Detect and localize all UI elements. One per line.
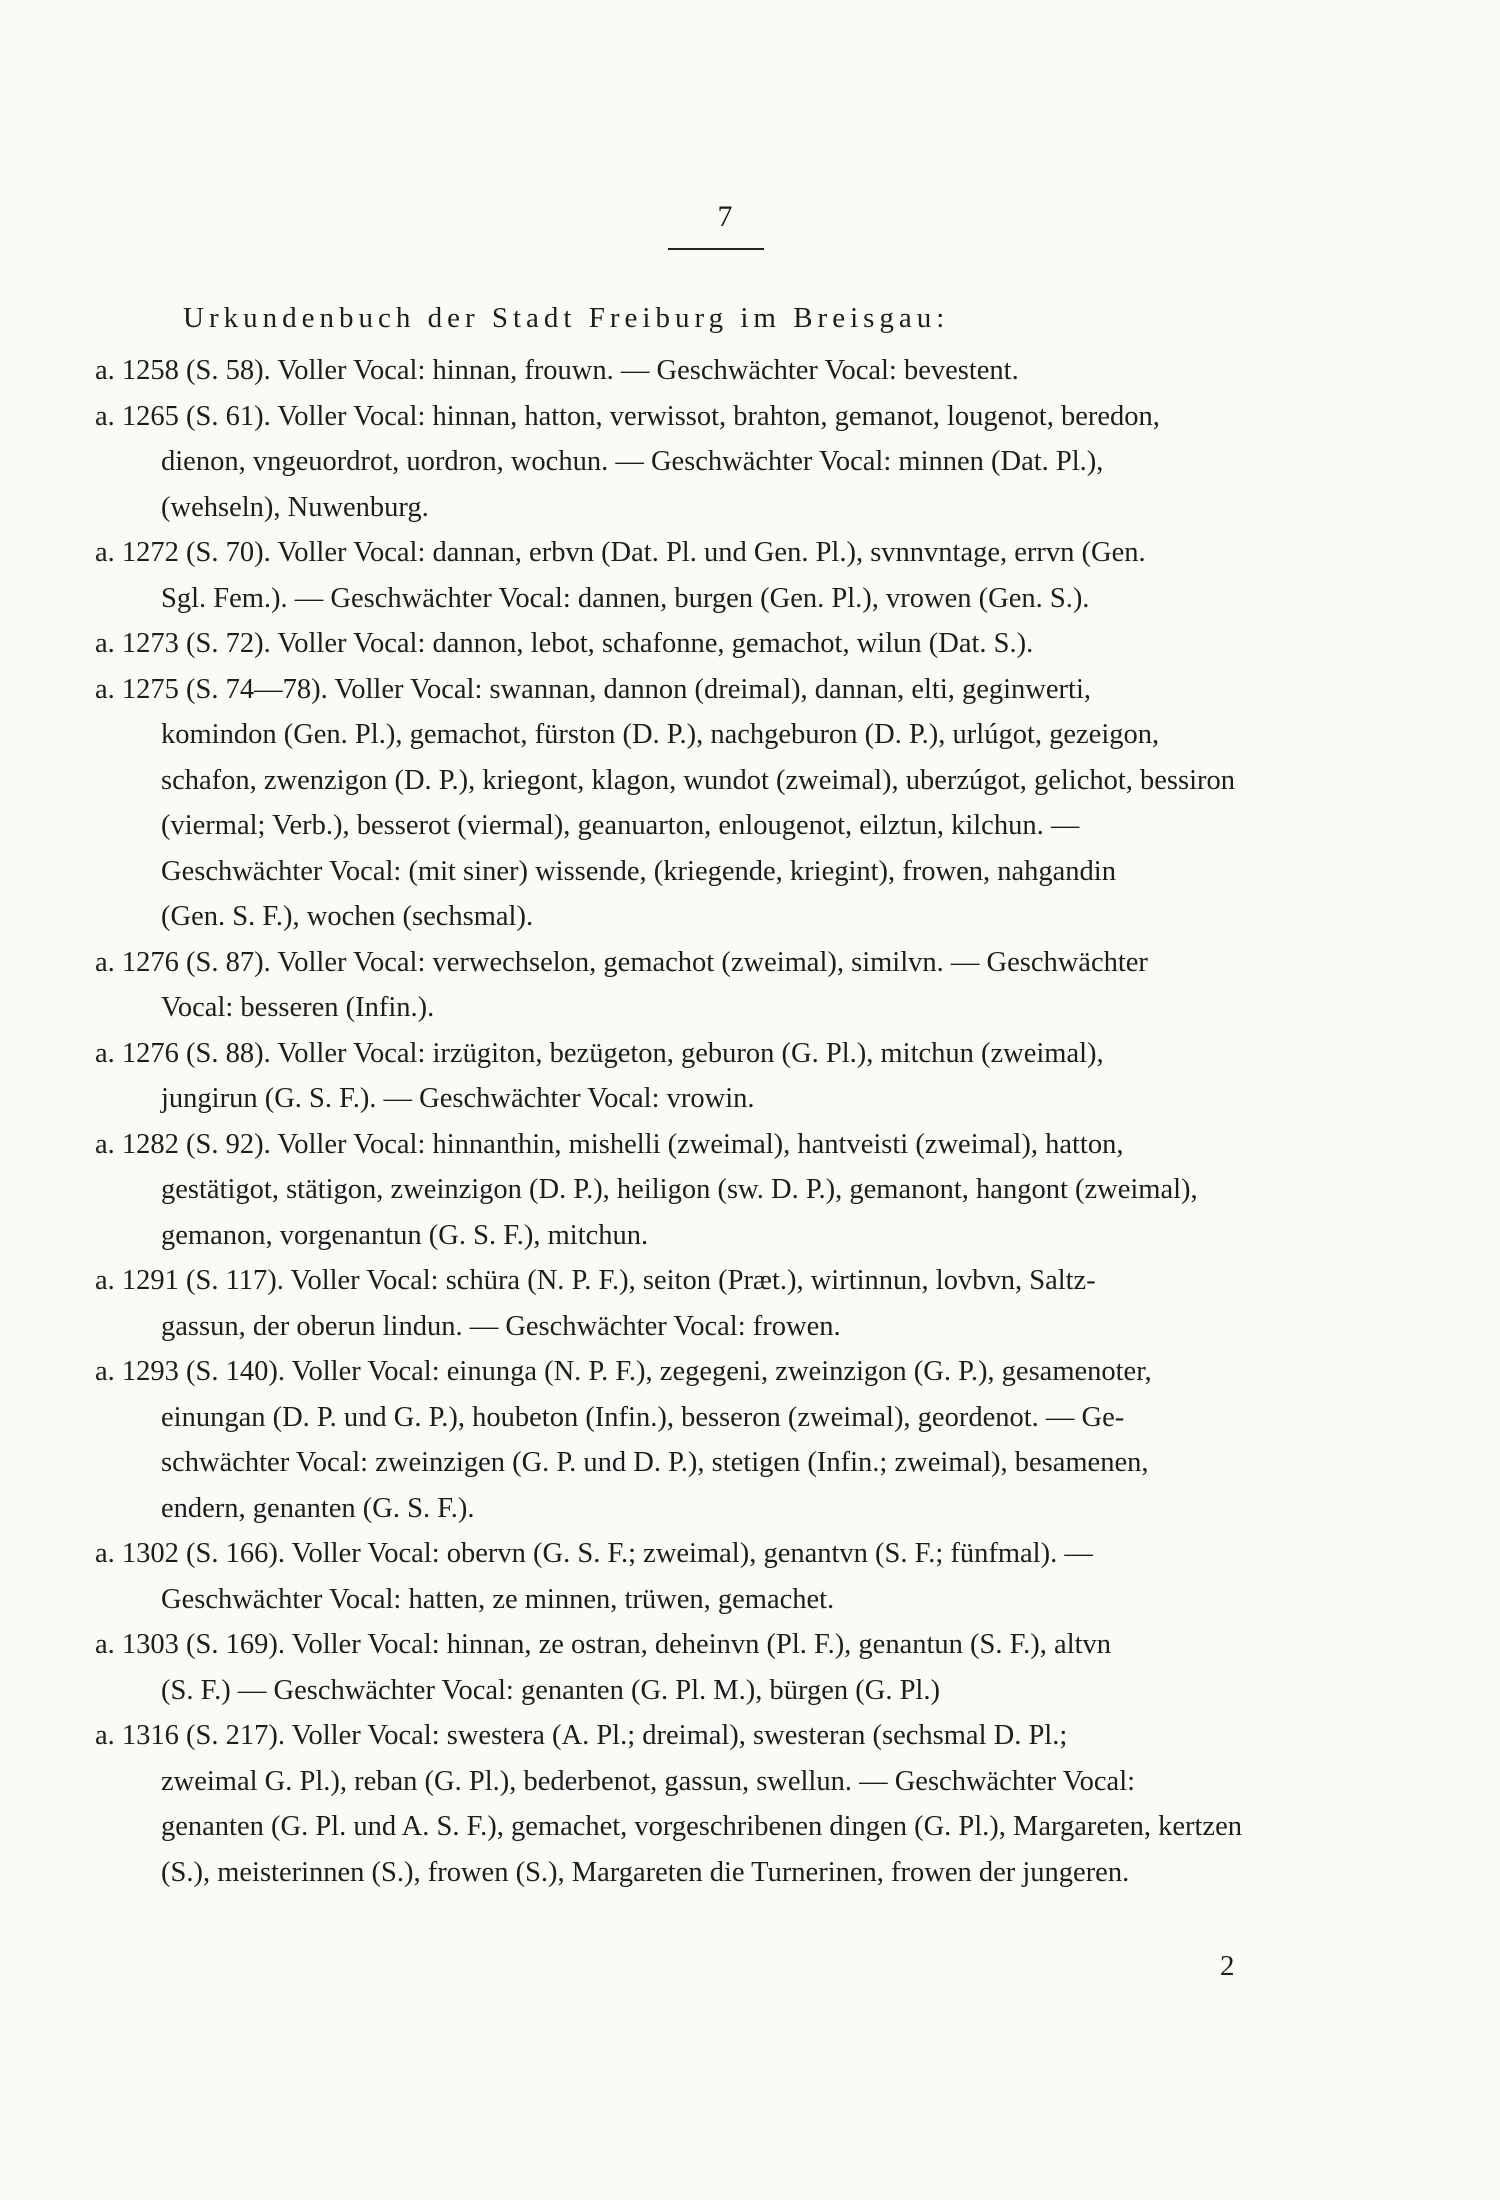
entry-line: a. 1293 (S. 140). Voller Vocal: einunga (N. P. F.), zegegeni, zweinzigon (G. P.), gesamenoter, (95, 1356, 1152, 1387)
entry-line: a. 1275 (S. 74—78). Voller Vocal: swannan, dannon (dreimal), dannan, elti, geginwerti, (95, 673, 1091, 705)
sheet-signature: 2 (1220, 1950, 1235, 1982)
entry-line: einungan (D. P. und G. P.), houbeton (Infin.), besseron (zweimal), geordenot. — Ge- (161, 1401, 1125, 1433)
entry-line: a. 1282 (S. 92). Voller Vocal: hinnanthin, mishelli (zweimal), hantveisti (zweimal), hatton, (95, 1128, 1124, 1160)
entry (95, 940, 1375, 1031)
entry (95, 1531, 1375, 1622)
entry-line: endern, genanten (G. S. F.). (161, 1492, 475, 1524)
entry (95, 1258, 1375, 1349)
entry (95, 348, 1375, 394)
entry-line: zweimal G. Pl.), reban (G. Pl.), bederbenot, gassun, swellun. — Geschwächter Vocal: (161, 1765, 1136, 1797)
entry-line: jungirun (G. S. F.). — Geschwächter Vocal: vrowin. (161, 1083, 755, 1114)
entry (95, 621, 1375, 667)
entry-line: genanten (G. Pl. und A. S. F.), gemachet, vorgeschribenen dingen (G. Pl.), Margareten, kertzen (161, 1811, 1242, 1842)
entry-line: komindon (Gen. Pl.), gemachot, fürston (D. P.), nachgeburon (D. P.), urlúgot, gezeigon, (161, 719, 1160, 750)
section-heading: Urkundenbuch der Stadt Freiburg im Breisgau: (183, 302, 950, 334)
entry-line: a. 1316 (S. 217). Voller Vocal: swestera (A. Pl.; dreimal), swesteran (sechsmal D. Pl.; (95, 1720, 1068, 1751)
entry-line: a. 1291 (S. 117). Voller Vocal: schüra (N. P. F.), seiton (Præt.), wirtinnun, lovbvn, Saltz- (95, 1265, 1096, 1296)
entry (95, 1122, 1375, 1259)
entry-line: a. 1272 (S. 70). Voller Vocal: dannan, erbvn (Dat. Pl. und Gen. Pl.), svnnvntage, errvn (Gen. (95, 537, 1146, 568)
entry-line: gemanon, vorgenantun (G. S. F.), mitchun. (161, 1219, 649, 1251)
entry-line: a. 1276 (S. 88). Voller Vocal: irzügiton, bezügeton, geburon (G. Pl.), mitchun (zweimal), (95, 1037, 1104, 1069)
entry-line: a. 1273 (S. 72). Voller Vocal: dannon, lebot, schafonne, gemachot, wilun (Dat. S.). (95, 628, 1034, 659)
entry-line: a. 1302 (S. 166). Voller Vocal: obervn (G. S. F.; zweimal), genantvn (S. F.; fünfmal). — (95, 1538, 1093, 1569)
entry (95, 394, 1375, 531)
entry (95, 1713, 1375, 1895)
entry-line: (S. F.) — Geschwächter Vocal: genanten (G. Pl. M.), bürgen (G. Pl.) (161, 1674, 940, 1706)
entry-line: Sgl. Fem.). — Geschwächter Vocal: dannen, burgen (Gen. Pl.), vrowen (Gen. S.). (161, 582, 1090, 614)
entry-line: dienon, vngeuordrot, uordron, wochun. — Geschwächter Vocal: minnen (Dat. Pl.), (161, 446, 1104, 477)
entry-line: a. 1303 (S. 169). Voller Vocal: hinnan, ze ostran, deheinvn (Pl. F.), genantun (S. F.), altvn (95, 1629, 1112, 1660)
entry-line: Geschwächter Vocal: hatten, ze minnen, trüwen, gemachet. (161, 1583, 835, 1615)
entry-line: a. 1265 (S. 61). Voller Vocal: hinnan, hatton, verwissot, brahton, gemanot, lougenot, beredon, (95, 400, 1160, 432)
entry-line: (S.), meisterinnen (S.), frowen (S.), Margareten die Turnerinen, frowen der jungeren. (161, 1856, 1130, 1888)
entry (95, 1031, 1375, 1122)
entry-line: a. 1258 (S. 58). Voller Vocal: hinnan, frouwn. — Geschwächter Vocal: bevestent. (95, 355, 1019, 386)
entry-line: schafon, zwenzigon (D. P.), kriegont, klagon, wundot (zweimal), uberzúgot, gelichot, bessiron (161, 764, 1236, 796)
entry-line: schwächter Vocal: zweinzigen (G. P. und D. P.), stetigen (Infin.; zweimal), besamenen, (161, 1447, 1149, 1478)
entry-line: (viermal; Verb.), besserot (viermal), geanuarton, enlougenot, eilztun, kilchun. — (161, 810, 1080, 841)
entry (95, 1349, 1375, 1531)
page-number-rule (668, 248, 764, 250)
entry-line: (Gen. S. F.), wochen (sechsmal). (161, 901, 534, 932)
entry-line: gassun, der oberun lindun. — Geschwächter Vocal: frowen. (161, 1310, 841, 1342)
page-number: 7 (717, 200, 733, 233)
entry (95, 1622, 1375, 1713)
entry (95, 667, 1375, 940)
entry-line: Vocal: besseren (Infin.). (161, 992, 435, 1023)
entry-line: Geschwächter Vocal: (mit siner) wissende, (kriegende, kriegint), frowen, nahgandin (161, 855, 1116, 887)
entry-line: (wehseln), Nuwenburg. (161, 491, 429, 523)
entry-line: a. 1276 (S. 87). Voller Vocal: verwechselon, gemachot (zweimal), similvn. — Geschwächter (95, 946, 1148, 978)
entry (95, 530, 1375, 621)
document-body (95, 348, 1375, 1895)
entry-line: gestätigot, stätigon, zweinzigon (D. P.), heiligon (sw. D. P.), gemanont, hangont (zweimal), (161, 1174, 1198, 1205)
